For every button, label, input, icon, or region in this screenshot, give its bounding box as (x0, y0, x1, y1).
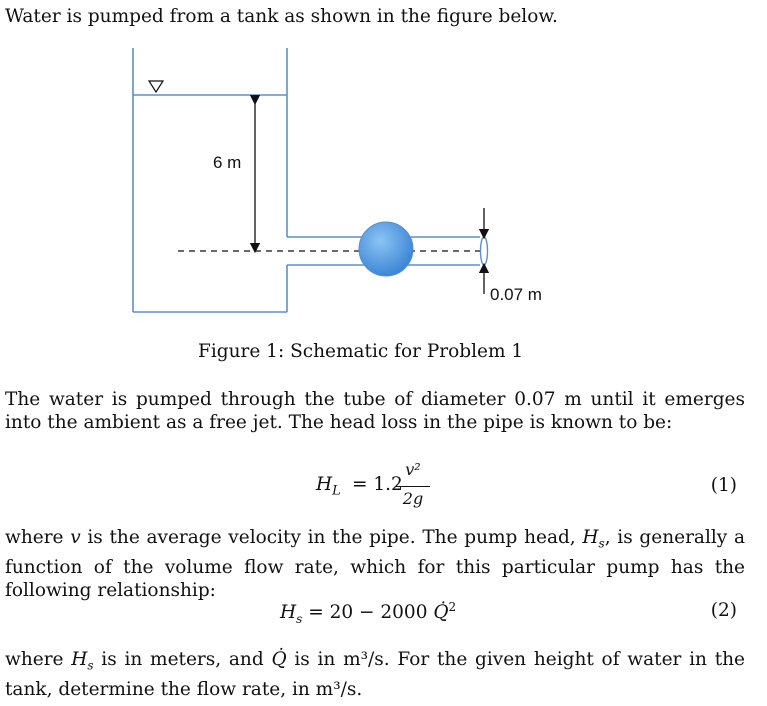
equation-1-number: (1) (710, 475, 737, 496)
diameter-label: 0.07 m (490, 285, 542, 304)
equation-2: $H_s = 20 - 2000$ Q̇$^2$ (280, 600, 457, 626)
tank-pump-schematic (0, 0, 767, 330)
equation-2-number: (2) (710, 600, 737, 621)
figure-caption: Figure 1: Schematic for Problem 1 (198, 341, 524, 362)
paragraph-1: The water is pumped through the tube of diameter 0.07 m until it emerges into the ambient as a free jet. The head loss in the pipe is known to be: (5, 389, 745, 433)
pipe-exit (481, 237, 488, 265)
paragraph-3: where $H_s$ is in meters, and Q̇ is in m³/s. For the given height of water in the tank, determine the flow rate, in m³/s. (5, 649, 746, 700)
intro-text: Water is pumped from a tank as shown in the figure below. (5, 6, 558, 27)
paragraph-2: where v is the average velocity in the pipe. The pump head, $H_s$, is generally a function of the volume flow rate, which for this particular pump has the following relationship: (5, 527, 745, 601)
pump-icon (359, 222, 413, 276)
water-surface-icon (149, 81, 163, 92)
height-label: 6 m (213, 153, 242, 172)
tank-outline (133, 48, 480, 312)
equation-1: $H_L$ = 1.2 v² 2g (316, 460, 446, 516)
